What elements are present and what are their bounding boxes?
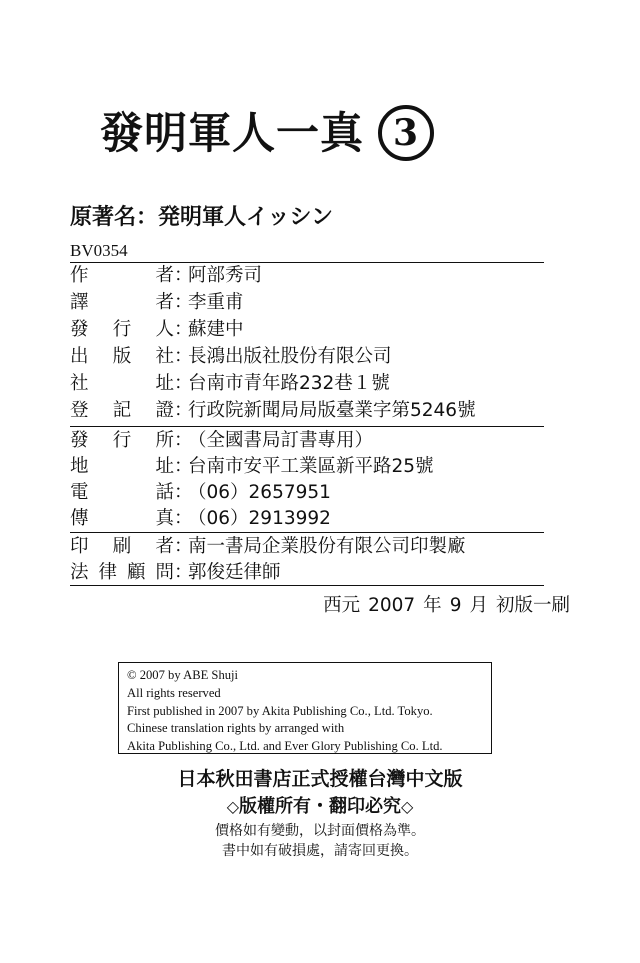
credit-row — [70, 534, 466, 560]
credit-label: 登記證 — [70, 400, 174, 421]
credit-value: 行政院新聞局局版臺業字第5246號 — [188, 400, 476, 421]
credit-label: 發行人 — [70, 319, 174, 340]
divider-bottom — [70, 585, 544, 586]
credit-label: 作者 — [70, 265, 174, 286]
credit-colon: ： — [174, 373, 193, 394]
price-notice: 價格如有變動，以封面價格為準。 — [215, 823, 425, 839]
credit-label: 譯者 — [70, 292, 174, 313]
damage-notice: 書中如有破損處，請寄回更換。 — [222, 843, 418, 859]
credit-colon: ： — [174, 400, 193, 421]
credit-colon: ： — [174, 346, 193, 367]
copyright-line: Akita Publishing Co., Ltd. and Ever Glory Publishing Co. Ltd. — [127, 739, 443, 754]
credit-colon: ： — [174, 265, 193, 286]
divider-middle — [70, 426, 544, 427]
copyright-line: First published in 2007 by Akita Publishing Co., Ltd. Tokyo. — [127, 703, 433, 718]
rights-notice-text: 版權所有・翻印必究 — [239, 796, 401, 817]
book-code: BV0354 — [70, 241, 128, 260]
credit-label: 印刷者 — [70, 536, 174, 557]
date-era: 西元 — [323, 595, 361, 616]
credit-value: （06）2657951 — [188, 482, 331, 503]
credit-row — [70, 506, 331, 532]
credit-row — [70, 290, 244, 316]
credit-row — [70, 454, 434, 480]
credit-label: 法律顧問 — [70, 562, 174, 583]
credit-row — [70, 317, 244, 343]
credit-value: 郭俊廷律師 — [188, 562, 281, 583]
date-month: 9 — [449, 595, 462, 616]
authorization-notice: 日本秋田書店正式授權台灣中文版 — [177, 768, 463, 790]
volume-number-badge: 3 — [378, 105, 434, 161]
credit-value: （全國書局訂書專用） — [188, 430, 374, 451]
rights-notice — [0, 792, 640, 818]
credit-value: 長鴻出版社股份有限公司 — [188, 346, 392, 367]
credit-label: 電話 — [70, 482, 174, 503]
copyright-box — [118, 662, 492, 754]
date-year: 2007 — [368, 595, 416, 616]
credit-value: 南一書局企業股份有限公司印製廠 — [188, 536, 466, 557]
credit-row — [70, 428, 373, 454]
book-title — [100, 100, 434, 165]
credit-colon: ： — [174, 482, 193, 503]
diamond-left-icon: ◇ — [226, 797, 239, 816]
credit-row — [70, 398, 476, 424]
credit-value: 台南市青年路232巷１號 — [188, 373, 390, 394]
credit-label: 出版社 — [70, 346, 174, 367]
original-title: 原著名：発明軍人イッシン — [70, 205, 334, 230]
credit-colon: ： — [174, 536, 193, 557]
date-month-unit: 月 — [469, 595, 488, 616]
credit-row — [70, 371, 390, 397]
credit-colon: ： — [174, 430, 193, 451]
credit-label: 傳真 — [70, 508, 174, 529]
copyright-line: Chinese translation rights by arranged with — [127, 721, 345, 736]
credit-value: 阿部秀司 — [188, 265, 263, 286]
book-title-text: 發明軍人一真 — [100, 109, 364, 159]
credit-value: 台南市安平工業區新平路25號 — [188, 456, 434, 477]
credit-colon: ： — [174, 456, 193, 477]
credit-colon: ： — [174, 508, 193, 529]
credit-row — [70, 344, 392, 370]
copyright-line: All rights reserved — [127, 685, 221, 700]
credit-value: 蘇建中 — [188, 319, 244, 340]
credit-row — [70, 480, 331, 506]
credit-row — [70, 560, 281, 586]
diamond-right-icon: ◇ — [401, 797, 414, 816]
divider-lower — [70, 532, 544, 533]
credit-colon: ： — [174, 319, 193, 340]
credit-label: 發行所 — [70, 430, 174, 451]
date-year-unit: 年 — [423, 595, 442, 616]
credit-row — [70, 263, 262, 289]
copyright-line: © 2007 by ABE Shuji — [127, 668, 239, 682]
credit-colon: ： — [174, 562, 193, 583]
credit-value: 李重甫 — [188, 292, 244, 313]
date-edition: 初版一刷 — [495, 595, 570, 616]
credit-label: 地址 — [70, 456, 174, 477]
credit-value: （06）2913992 — [188, 508, 331, 529]
credit-label: 社址 — [70, 373, 174, 394]
credit-colon: ： — [174, 292, 193, 313]
publish-date — [315, 591, 570, 617]
